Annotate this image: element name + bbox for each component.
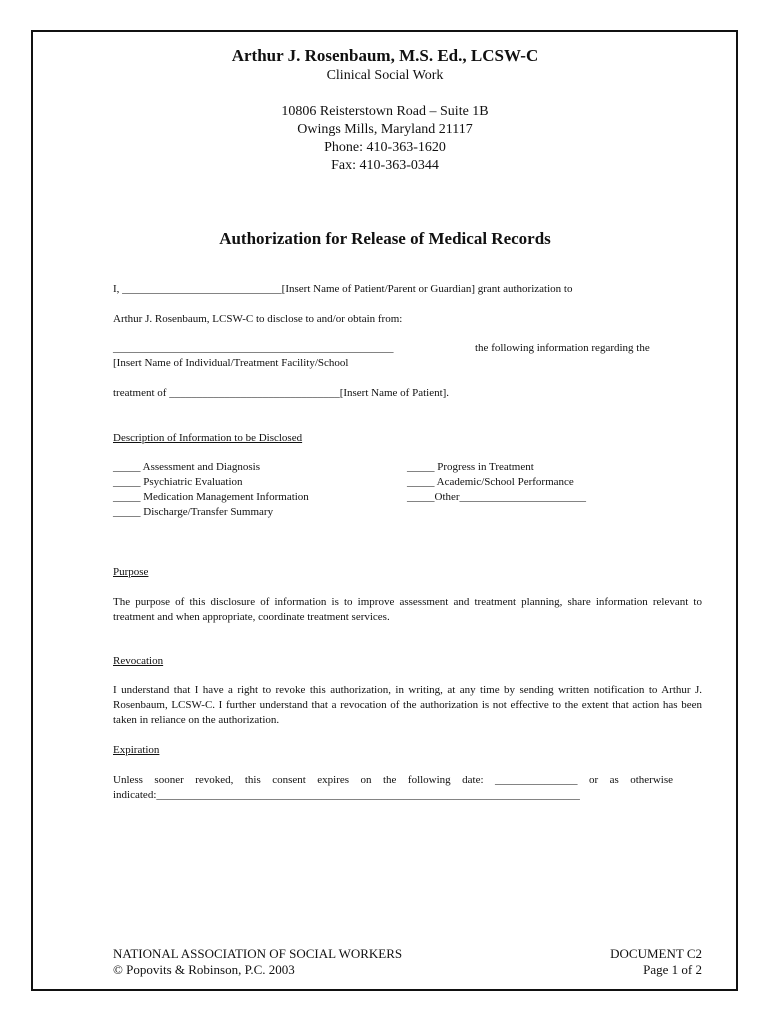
checklist-item: _____Other_______________________	[407, 491, 587, 503]
recipient-blank: ___________________________________________________	[113, 342, 394, 354]
checklist-item: _____ Academic/School Performance	[407, 476, 574, 488]
form-title: Authorization for Release of Medical Records	[219, 229, 551, 248]
address-line-1: 10806 Reisterstown Road – Suite 1B	[281, 104, 489, 119]
purpose-heading: Purpose	[113, 566, 149, 578]
description-heading: Description of Information to be Disclosed	[113, 432, 303, 444]
checklist-item: _____ Discharge/Transfer Summary	[113, 506, 274, 518]
revocation-heading: Revocation	[113, 655, 164, 667]
authorization-line-4: [Insert Name of Individual/Treatment Facility/School	[113, 357, 349, 369]
address-line-2: Owings Mills, Maryland 21117	[297, 122, 473, 137]
expiration-text: Unless sooner revoked, this consent expires on the following date: _______________ or as otherwise indicated:_____________________________________________________________________________	[113, 774, 673, 801]
authorization-line-1: I, _____________________________[Insert Name of Patient/Parent or Guardian] grant authorization to	[113, 283, 573, 295]
revocation-text: I understand that I have a right to revoke this authorization, in writing, at any time by sending written notification to Arthur J. Rosenbaum, LCSW-C. I further understand that a revocation of the authorization is not effective to the extent that action has been taken in reliance on the authorization.	[113, 684, 702, 726]
phone-number: Phone: 410-363-1620	[324, 140, 446, 155]
checklist-item: _____ Medication Management Information	[113, 491, 309, 503]
authorization-line-5: treatment of _______________________________[Insert Name of Patient].	[113, 387, 450, 399]
footer-organization: NATIONAL ASSOCIATION OF SOCIAL WORKERS	[113, 946, 403, 961]
checklist-item: _____ Assessment and Diagnosis	[113, 461, 260, 473]
fax-number: Fax: 410-363-0344	[331, 158, 439, 173]
page-number: Page 1 of 2	[643, 962, 702, 977]
authorization-line-3-text: the following information regarding the	[475, 342, 650, 354]
purpose-text: The purpose of this disclosure of information is to improve assessment and treatment planning, share information relevant to treatment and when appropriate, coordinate treatment services.	[113, 596, 702, 623]
practice-specialty: Clinical Social Work	[326, 68, 444, 83]
authorization-line-2: Arthur J. Rosenbaum, LCSW-C to disclose to and/or obtain from:	[113, 313, 403, 325]
practitioner-name: Arthur J. Rosenbaum, M.S. Ed., LCSW-C	[231, 46, 539, 65]
checklist-item: _____ Progress in Treatment	[407, 461, 534, 473]
footer-copyright: © Popovits & Robinson, P.C. 2003	[113, 962, 295, 977]
document-id: DOCUMENT C2	[610, 946, 702, 961]
expiration-heading: Expiration	[113, 744, 160, 756]
checklist-item: _____ Psychiatric Evaluation	[113, 476, 243, 488]
